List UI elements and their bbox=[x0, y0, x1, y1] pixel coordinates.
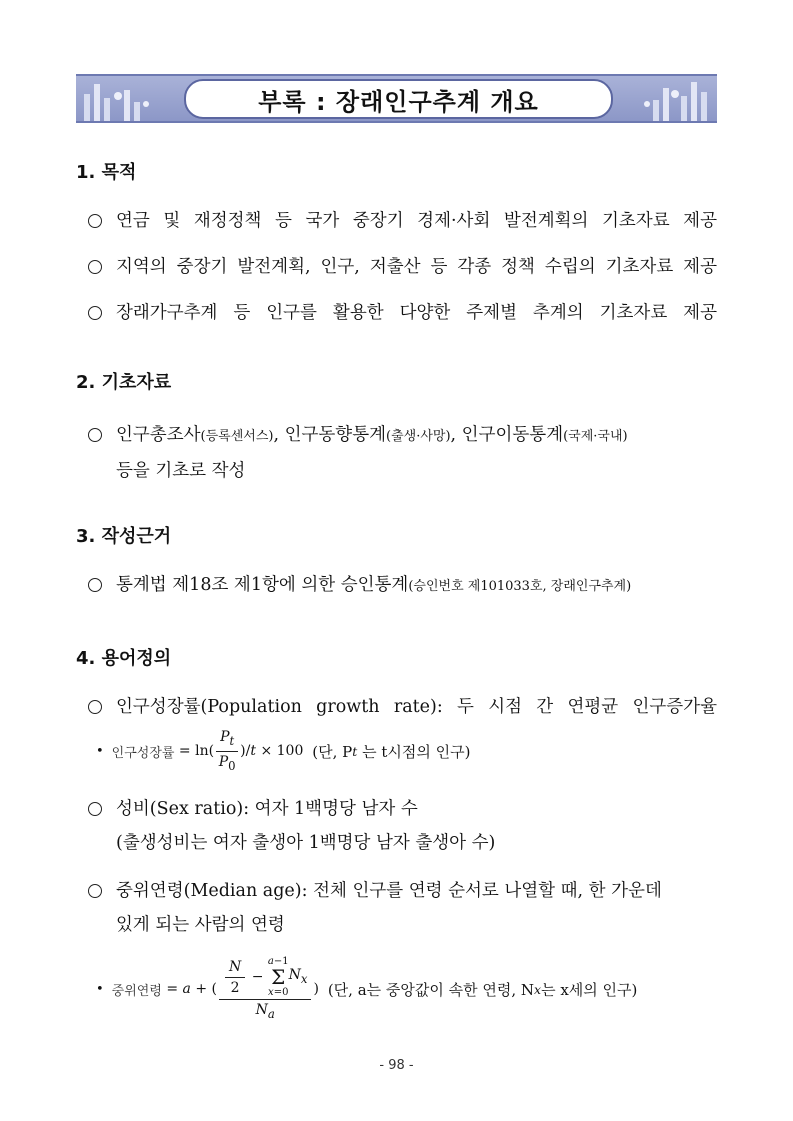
section-title-legal-basis: 3. 작성근거 bbox=[76, 526, 172, 547]
list-item: 지역의 중장기 발전계획, 인구, 저출산 등 각종 정책 수립의 기초자료 제공 bbox=[88, 250, 717, 284]
circle-bullet-icon bbox=[88, 578, 102, 592]
growth-rate-formula: • 인구성장률 = ln( $\frac{P_t}{P_0}$ )/t × 100 (단, P t 는 t시점의 인구) bbox=[96, 729, 471, 773]
list-item: 연금 및 재정정책 등 국가 중장기 경제·사회 발전계획의 기초자료 제공 bbox=[88, 204, 717, 238]
circle-bullet-icon bbox=[88, 428, 102, 442]
bar-chart-decoration-icon bbox=[76, 76, 176, 121]
circle-bullet-icon bbox=[88, 260, 102, 274]
section-title-source-data: 2. 기초자료 bbox=[76, 372, 172, 393]
circle-bullet-icon bbox=[88, 884, 102, 898]
list-item: 통계법 제18조 제1항에 의한 승인통계(승인번호 제101033호, 장래인구추계) bbox=[88, 568, 717, 604]
circle-bullet-icon bbox=[88, 700, 102, 714]
list-item: 인구성장률(Population growth rate): 두 시점 간 연평균 인구증가율 bbox=[88, 690, 717, 724]
page-number: - 98 - bbox=[379, 1058, 414, 1073]
circle-bullet-icon bbox=[88, 306, 102, 320]
bar-chart-decoration-icon bbox=[617, 76, 717, 121]
list-item: 인구총조사(등록센서스), 인구동향통계(출생·사망), 인구이동통계(국제·국내) 등을 기초로 작성 bbox=[88, 418, 717, 488]
circle-bullet-icon bbox=[88, 802, 102, 816]
list-item: 중위연령(Median age): 전체 인구를 연령 순서로 나열할 때, 한 가운데 있게 되는 사람의 연령 bbox=[88, 874, 717, 942]
circle-bullet-icon bbox=[88, 214, 102, 228]
title-banner bbox=[76, 74, 717, 123]
page-title: 부록 : 장래인구추계 개요 bbox=[184, 79, 613, 119]
section-title-definitions: 4. 용어정의 bbox=[76, 648, 172, 669]
list-item: 성비(Sex ratio): 여자 1백명당 남자 수 (출생성비는 여자 출생아 1백명당 남자 출생아 수) bbox=[88, 792, 717, 860]
list-item: 장래가구추계 등 인구를 활용한 다양한 주제별 추계의 기초자료 제공 bbox=[88, 296, 717, 330]
median-age-formula: • 중위연령 = a + ( $\frac{N}{2}$ − a−1 Σ x=0 $N_x$ $N_a$ ) (단, a는 중앙값이 속한 연령, N x 는 x세의 인구) bbox=[96, 956, 638, 1021]
section-title-purpose: 1. 목적 bbox=[76, 162, 137, 183]
